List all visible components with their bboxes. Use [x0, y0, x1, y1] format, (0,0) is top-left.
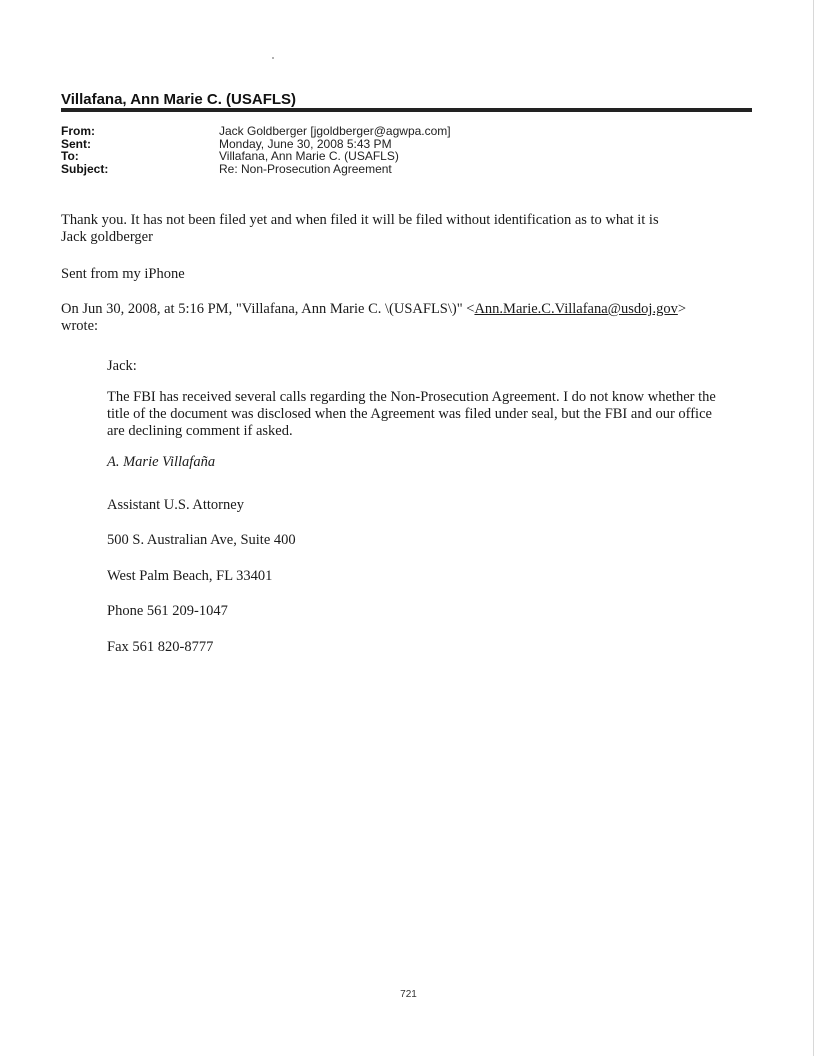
quoted-signature-title: Assistant U.S. Attorney: [107, 497, 244, 513]
header-row-from: [61, 125, 451, 138]
quote-intro-prefix: On Jun 30, 2008, at 5:16 PM, "Villafana, Ann Marie C. \(USAFLS\)" <: [61, 301, 475, 317]
quoted-phone: Phone 561 209-1047: [107, 603, 228, 619]
to-value: Villafana, Ann Marie C. (USAFLS): [219, 149, 399, 163]
email-header-block: [61, 125, 451, 175]
header-row-to: [61, 150, 451, 163]
quoted-signature-name: A. Marie Villafaña: [107, 454, 216, 470]
subject-value: Re: Non-Prosecution Agreement: [219, 161, 392, 176]
page-number: 721: [400, 989, 417, 1000]
quote-intro: [61, 301, 741, 335]
device-signature: Sent from my iPhone: [61, 266, 185, 282]
subject-label: Subject:: [61, 161, 109, 176]
quoted-address: 500 S. Australian Ave, Suite 400: [107, 532, 296, 548]
reply-paragraph: [61, 212, 741, 246]
heading-rule: [61, 108, 752, 112]
sender-email-link[interactable]: Ann.Marie.C.Villafana@usdoj.gov: [474, 301, 678, 317]
scan-speck: [272, 57, 274, 59]
quoted-fax: Fax 561 820-8777: [107, 639, 214, 655]
from-label: From:: [61, 124, 95, 138]
quoted-salutation: Jack:: [107, 358, 137, 374]
reply-signoff: Jack goldberger: [61, 229, 153, 245]
scan-edge-line: [813, 0, 814, 1056]
from-value: Jack Goldberger [jgoldberger@agwpa.com]: [219, 124, 451, 138]
quote-intro-suffix: >: [677, 301, 687, 317]
quoted-message: The FBI has received several calls regarding the Non-Prosecution Agreement. I do not know whether the title of the document was disclosed when the Agreement was filed under seal, but the FBI and our office are declining comment if asked.: [107, 389, 716, 439]
sent-value: Monday, June 30, 2008 5:43 PM: [219, 136, 392, 151]
quoted-city: West Palm Beach, FL 33401: [107, 568, 273, 584]
reply-line-1: Thank you. It has not been filed yet and when filed it will be filed without identification as to what it is: [61, 212, 659, 228]
sent-label: Sent:: [61, 136, 91, 151]
to-label: To:: [61, 149, 79, 163]
quote-intro-wrote: wrote:: [61, 318, 99, 334]
sender-heading: Villafana, Ann Marie C. (USAFLS): [61, 91, 297, 108]
header-row-subject: [61, 163, 451, 176]
